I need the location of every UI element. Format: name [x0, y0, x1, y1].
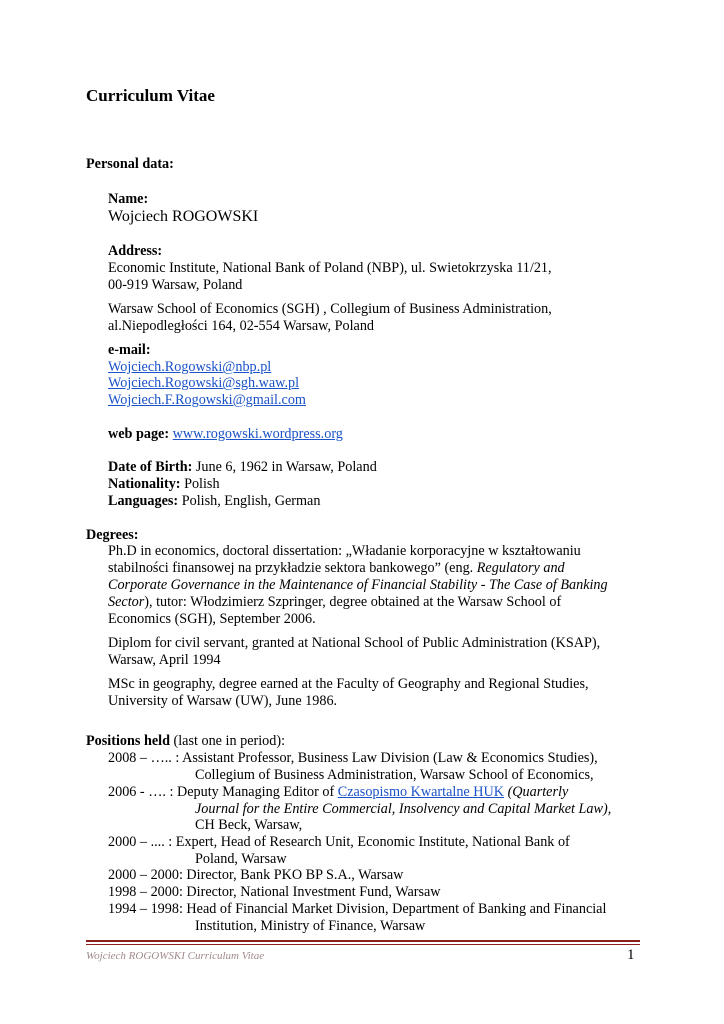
phd-line-3: Corporate Governance in the Maintenance of Financial Stability - The Case of Banking — [108, 577, 608, 593]
languages-value: Polish, English, German — [181, 493, 321, 509]
position-1-line-1: 2008 – ….. : Assistant Professor, Business Law Division (Law & Economics Studies), — [108, 750, 598, 766]
position-2-line-3: CH Beck, Warsaw, — [195, 817, 303, 833]
position-2-line-2: Journal for the Entire Commercial, Insolvency and Capital Market Law), — [195, 801, 612, 817]
position-3-line-1: 2000 – .... : Expert, Head of Research Unit, Economic Institute, National Bank of — [108, 834, 570, 850]
position-6-line-2: Institution, Ministry of Finance, Warsaw — [195, 918, 426, 934]
position-4: 2000 – 2000: Director, Bank PKO BP S.A., Warsaw — [108, 867, 404, 883]
position-3-line-2: Poland, Warsaw — [195, 851, 287, 867]
personal-data-heading: Personal data: — [86, 156, 174, 172]
web-page-link[interactable]: www.rogowski.wordpress.org — [172, 426, 343, 442]
msc-line-2: University of Warsaw (UW), June 1986. — [108, 693, 338, 709]
position-1-line-2: Collegium of Business Administration, Warsaw School of Economics, — [195, 767, 594, 783]
dob-value: June 6, 1962 in Warsaw, Poland — [195, 459, 377, 475]
email-link-nbp[interactable]: Wojciech.Rogowski@nbp.pl — [108, 359, 272, 375]
address-label: Address: — [108, 243, 163, 259]
email-link-sgh[interactable]: Wojciech.Rogowski@sgh.waw.pl — [108, 375, 300, 391]
nationality-label: Nationality: — [108, 476, 181, 492]
address-1-line-1: Economic Institute, National Bank of Poland (NBP), ul. Swietokrzyska 11/21, — [108, 260, 552, 276]
name-value: Wojciech ROGOWSKI — [108, 208, 259, 225]
address-1-line-2: 00-919 Warsaw, Poland — [108, 277, 243, 293]
msc-line-1: MSc in geography, degree earned at the Faculty of Geography and Regional Studies, — [108, 676, 589, 692]
address-2-line-1: Warsaw School of Economics (SGH) , Collegium of Business Administration, — [108, 301, 552, 317]
nationality-value: Polish — [184, 476, 220, 492]
footer-text: Wojciech ROGOWSKI Curriculum Vitae — [86, 950, 265, 962]
dob-label: Date of Birth: — [108, 459, 193, 475]
position-2-italic: (Quarterly — [504, 784, 569, 800]
phd-line-4-text: ), tutor: Włodzimierz Szpringer, degree obtained at the Warsaw School of — [144, 594, 562, 610]
web-page-line — [108, 426, 343, 443]
page-number: 1 — [627, 947, 635, 963]
positions-heading-note: (last one in period): — [169, 733, 286, 749]
name-label: Name: — [108, 191, 149, 207]
email-label: e-mail: — [108, 342, 151, 358]
position-5: 1998 – 2000: Director, National Investment Fund, Warsaw — [108, 884, 441, 900]
phd-line-4-italic: Sector — [108, 594, 145, 610]
phd-line-2-text: stabilności finansowej na przykładzie sektora bankowego” (eng. — [108, 560, 477, 576]
phd-line-2-italic: Regulatory and — [476, 560, 565, 576]
languages-label: Languages: — [108, 493, 179, 509]
diploma-line-2: Warsaw, April 1994 — [108, 652, 221, 668]
phd-line-4 — [108, 594, 561, 611]
positions-heading: Positions held — [86, 733, 170, 749]
position-6-line-1: 1994 – 1998: Head of Financial Market Division, Department of Banking and Financial — [108, 901, 607, 917]
languages-line — [108, 493, 320, 510]
degrees-heading: Degrees: — [86, 527, 139, 543]
web-page-label: web page: — [108, 426, 170, 442]
footer-rule-thick — [86, 940, 640, 942]
page-title: Curriculum Vitae — [86, 86, 215, 105]
positions-heading-line — [86, 733, 285, 750]
huk-journal-link[interactable]: Czasopismo Kwartalne HUK — [337, 784, 505, 800]
phd-line-1: Ph.D in economics, doctoral dissertation: „Władanie korporacyjne w kształtowaniu — [108, 543, 581, 559]
phd-line-5: Economics (SGH), September 2006. — [108, 611, 316, 627]
position-2-line-1 — [108, 784, 568, 801]
position-2-text: 2006 - …. : Deputy Managing Editor of — [108, 784, 338, 800]
address-2-line-2: al.Niepodległości 164, 02-554 Warsaw, Poland — [108, 318, 375, 334]
email-link-gmail[interactable]: Wojciech.F.Rogowski@gmail.com — [108, 392, 306, 408]
dob-line — [108, 459, 377, 476]
footer-rule-thin — [86, 944, 640, 945]
nationality-line — [108, 476, 220, 493]
diploma-line-1: Diplom for civil servant, granted at National School of Public Administration (KSAP), — [108, 635, 601, 651]
phd-line-2 — [108, 560, 565, 577]
